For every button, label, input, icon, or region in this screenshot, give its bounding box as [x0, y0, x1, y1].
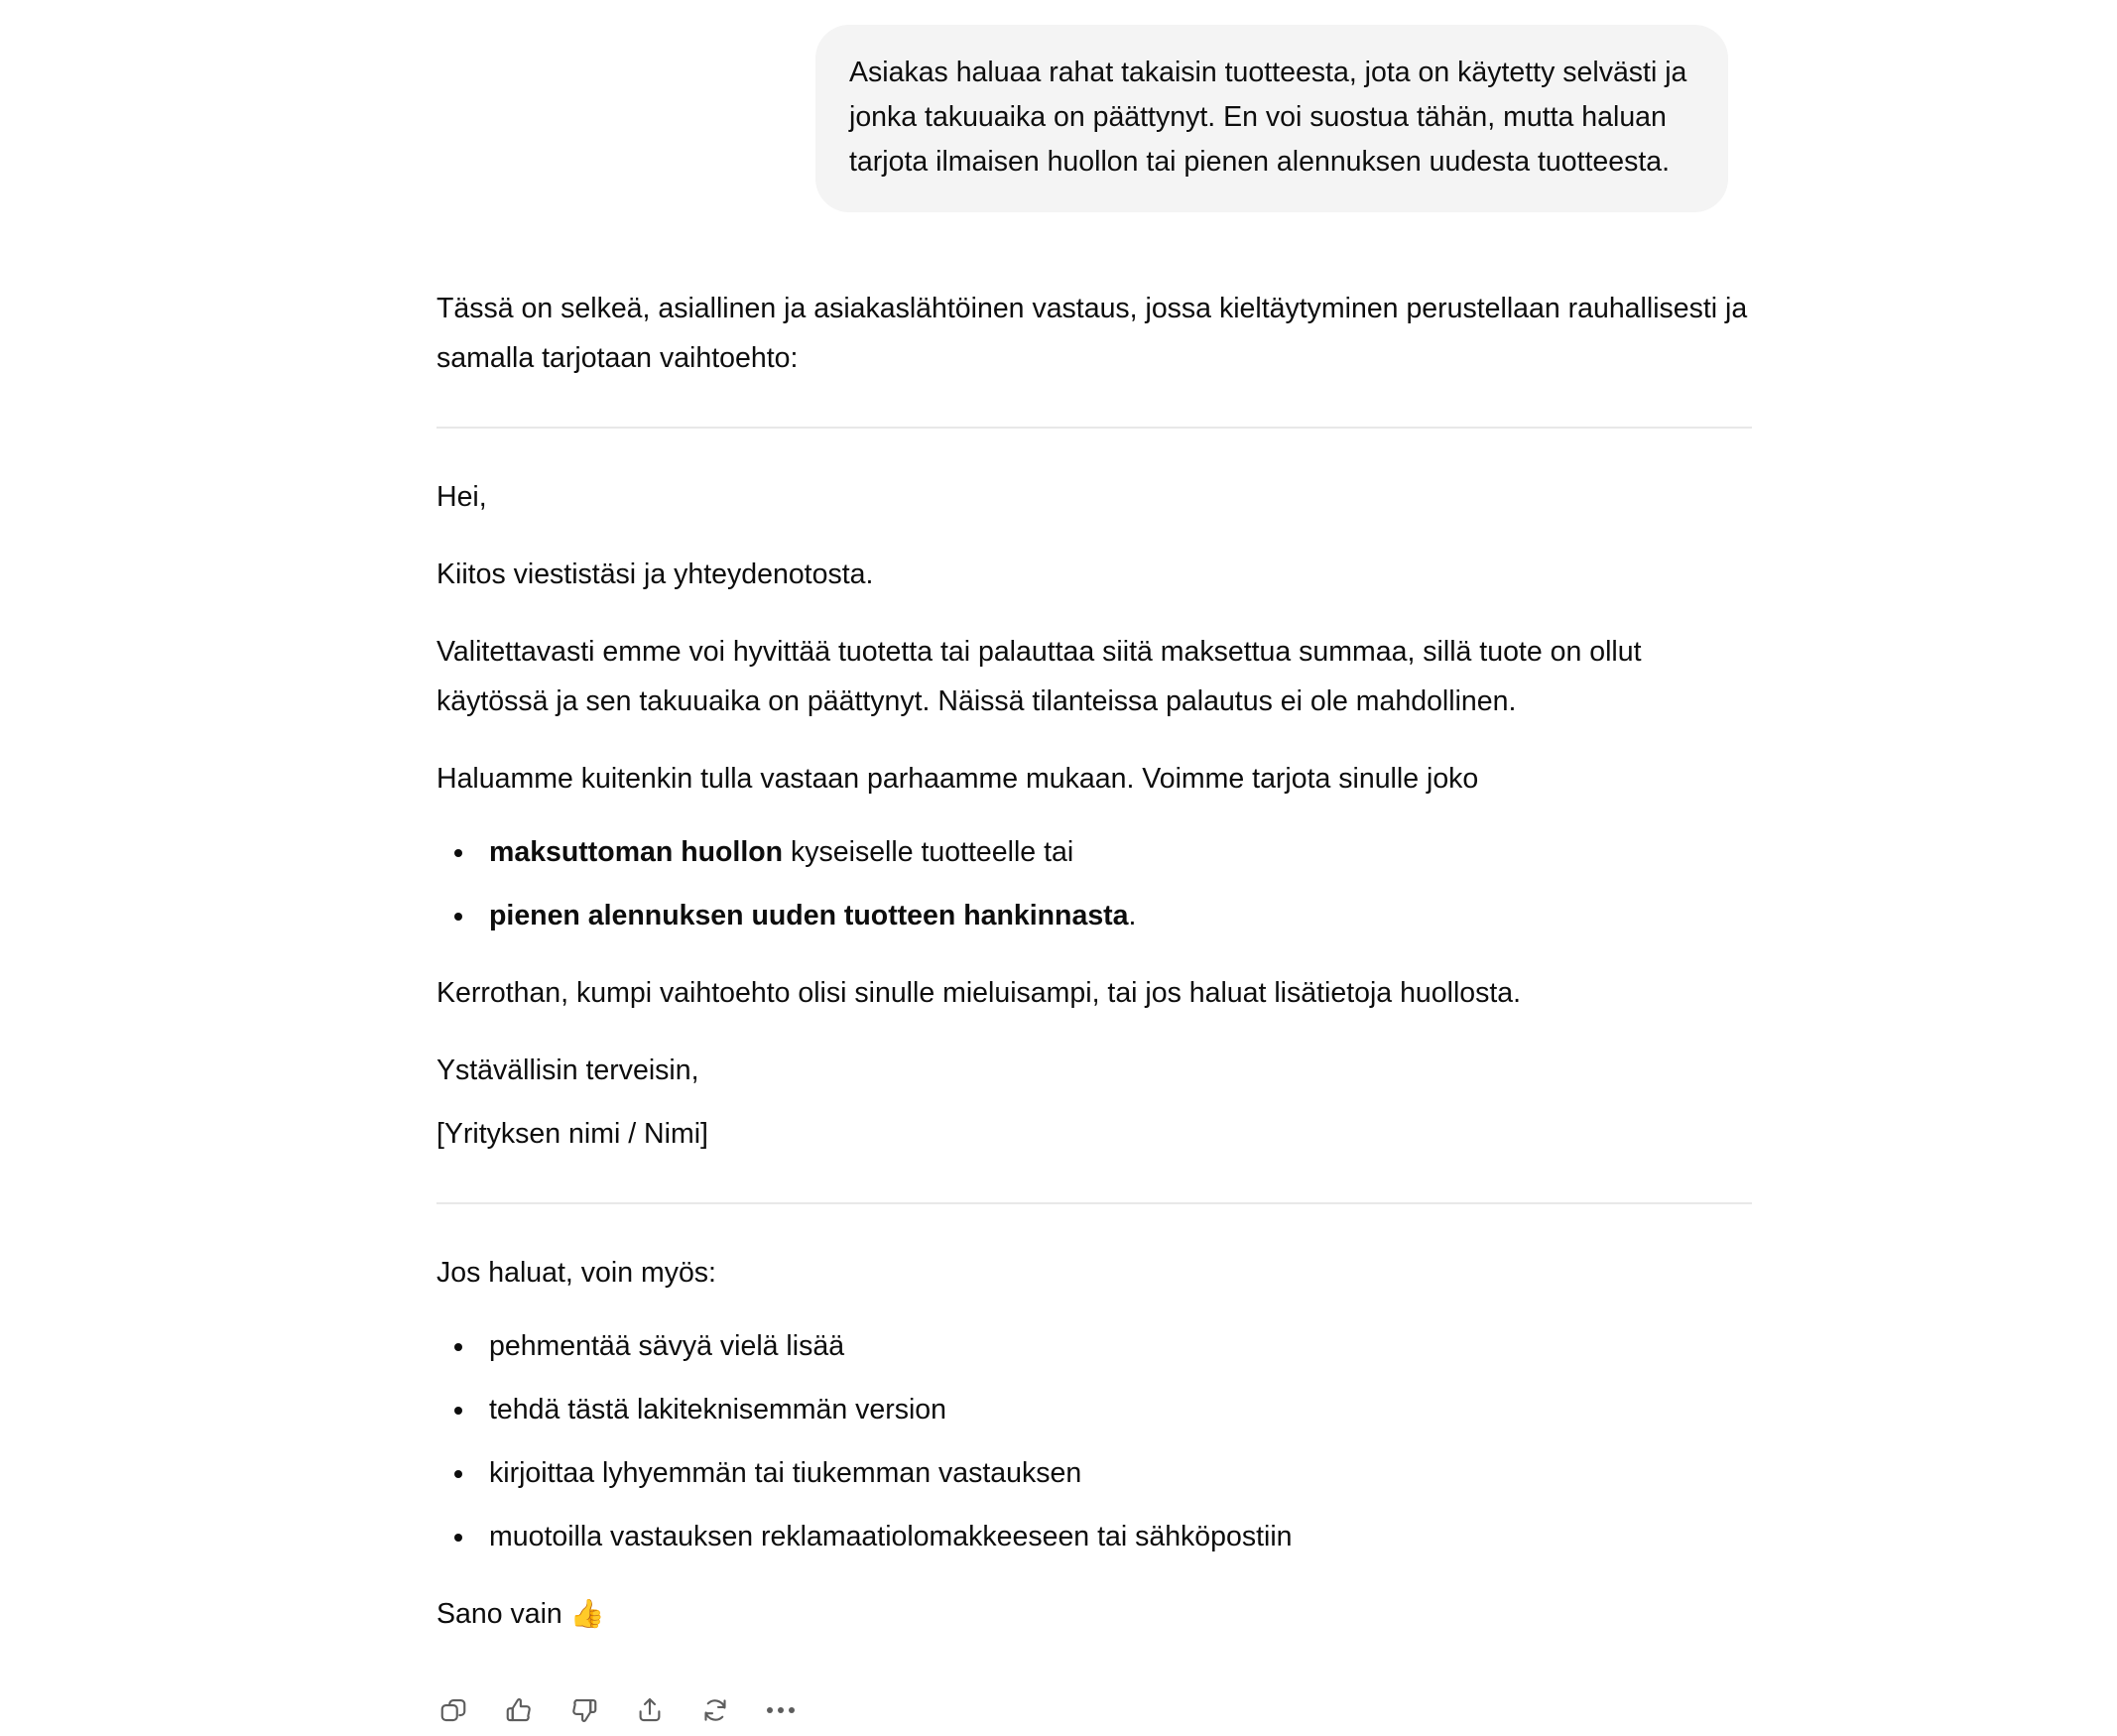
list-item: pehmentää sävyä vielä lisää [436, 1321, 1751, 1371]
email-offer-list [436, 827, 1751, 940]
list-item: tehdä tästä lakiteknisemmän version [436, 1385, 1751, 1434]
followup-closing [436, 1589, 1751, 1639]
offer-bold-text: maksuttoman huollon [489, 836, 784, 868]
copy-button[interactable] [428, 1684, 479, 1736]
more-options-button[interactable] [755, 1684, 807, 1736]
thumbs-down-icon [569, 1695, 599, 1725]
message-action-toolbar [428, 1684, 1751, 1736]
divider-top [436, 427, 1752, 429]
more-horizontal-icon [767, 1707, 795, 1713]
list-item: kirjoittaa lyhyemmän tai tiukemman vastauksen [436, 1448, 1751, 1498]
followup-option-list [436, 1321, 1751, 1561]
offer-rest-text: . [1128, 900, 1137, 931]
email-signature: [Yrityksen nimi / Nimi] [436, 1118, 708, 1150]
offer-rest-text: kyseiselle tuotteelle tai [783, 836, 1074, 868]
email-greeting: Hei, [436, 481, 487, 513]
assistant-intro-paragraph: Tässä on selkeä, asiallinen ja asiakaslähtöinen vastaus, jossa kieltäytyminen perustellaan rauhallisesti ja samalla tarjotaan vaihtoehto: [436, 293, 1748, 374]
list-item [436, 827, 1751, 877]
share-icon [635, 1695, 665, 1725]
thumbs-up-emoji: 👍 [569, 1597, 605, 1630]
list-item: muotoilla vastauksen reklamaatiolomakkeeseen tai sähköpostiin [436, 1512, 1751, 1561]
user-message-text: Asiakas haluaa rahat takaisin tuotteesta, jota on käytetty selvästi ja jonka takuuaika on päättynyt. En voi suostua tähän, mutta haluan tarjota ilmaisen huollon tai pienen alennuksen uudesta tuotteesta. [849, 57, 1687, 178]
email-thanks: Kiitos viestistäsi ja yhteydenotosta. [436, 558, 874, 590]
regenerate-button[interactable] [689, 1684, 741, 1736]
email-sign-off: Ystävällisin terveisin, [436, 1054, 699, 1086]
copy-icon [438, 1695, 468, 1725]
email-closing-question: Kerrothan, kumpi vaihtoehto olisi sinulle mieluisampi, tai jos haluat lisätietoja huollosta. [436, 977, 1522, 1009]
user-message-row [0, 0, 2117, 212]
thumbs-down-button[interactable] [559, 1684, 610, 1736]
followup-lead: Jos haluat, voin myös: [436, 1257, 716, 1289]
list-item [436, 891, 1751, 940]
thumbs-up-icon [504, 1695, 534, 1725]
offer-bold-text: pienen alennuksen uuden tuotteen hankinnasta [489, 900, 1129, 931]
divider-bottom [436, 1202, 1752, 1204]
user-message-bubble [815, 25, 1728, 212]
email-refusal: Valitettavasti emme voi hyvittää tuotetta tai palauttaa siitä maksettua summaa, sillä tuote on ollut käytössä ja sen takuuaika on päättynyt. Näissä tilanteissa palautus ei ole mahdollinen. [436, 636, 1642, 717]
share-button[interactable] [624, 1684, 676, 1736]
email-offer-intro: Haluamme kuitenkin tulla vastaan parhaamme mukaan. Voimme tarjota sinulle joko [436, 763, 1479, 795]
assistant-message [0, 212, 2117, 1736]
followup-closing-text: Sano vain [436, 1598, 570, 1630]
regenerate-icon [700, 1695, 730, 1725]
thumbs-up-button[interactable] [493, 1684, 545, 1736]
